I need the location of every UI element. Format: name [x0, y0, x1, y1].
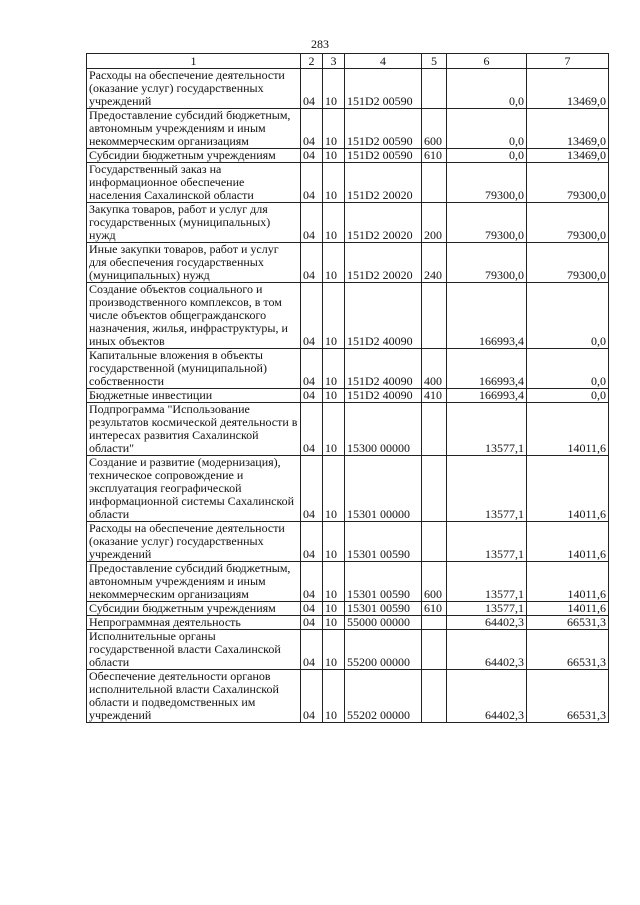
row-subsection-code: 10 — [323, 149, 345, 163]
table-row — [87, 522, 609, 562]
row-section-code: 04 — [301, 283, 323, 349]
row-section-code: 04 — [301, 69, 323, 109]
row-amount-col6: 166993,4 — [447, 349, 527, 389]
row-subsection-code: 10 — [323, 403, 345, 456]
table-row — [87, 630, 609, 670]
row-expense-type — [422, 403, 447, 456]
row-amount-col6: 0,0 — [447, 69, 527, 109]
row-amount-col7: 14011,6 — [527, 456, 609, 522]
row-subsection-code: 10 — [323, 616, 345, 630]
row-section-code: 04 — [301, 109, 323, 149]
row-expense-type: 410 — [422, 389, 447, 403]
row-name: Обеспечение деятельности органов исполнительной власти Сахалинской области и подведомственных им учреждений — [87, 670, 301, 723]
row-name: Создание и развитие (модернизация), техническое сопровождение и эксплуатация географической информационной системы Сахалинской области — [87, 456, 301, 522]
row-subsection-code: 10 — [323, 69, 345, 109]
row-expense-type: 240 — [422, 243, 447, 283]
row-section-code: 04 — [301, 616, 323, 630]
row-expense-type: 400 — [422, 349, 447, 389]
page-number: 283 — [311, 37, 329, 51]
row-amount-col6: 166993,4 — [447, 389, 527, 403]
row-amount-col7: 13469,0 — [527, 109, 609, 149]
row-expense-type — [422, 163, 447, 203]
row-expense-type — [422, 630, 447, 670]
row-name: Исполнительные органы государственной власти Сахалинской области — [87, 630, 301, 670]
row-amount-col7: 66531,3 — [527, 616, 609, 630]
row-subsection-code: 10 — [323, 109, 345, 149]
row-target-code: 151D2 20020 — [345, 203, 422, 243]
row-amount-col6: 13577,1 — [447, 562, 527, 602]
row-amount-col6: 166993,4 — [447, 283, 527, 349]
row-expense-type: 600 — [422, 562, 447, 602]
row-amount-col7: 79300,0 — [527, 203, 609, 243]
row-target-code: 151D2 20020 — [345, 163, 422, 203]
table-row — [87, 616, 609, 630]
row-name: Субсидии бюджетным учреждениям — [87, 149, 301, 163]
table-row — [87, 243, 609, 283]
row-expense-type — [422, 456, 447, 522]
row-expense-type — [422, 283, 447, 349]
row-expense-type: 610 — [422, 602, 447, 616]
row-amount-col6: 0,0 — [447, 149, 527, 163]
header-cell-1: 1 — [87, 54, 301, 69]
table-row — [87, 163, 609, 203]
row-target-code: 55200 00000 — [345, 630, 422, 670]
table-row — [87, 456, 609, 522]
row-expense-type: 200 — [422, 203, 447, 243]
row-name: Иные закупки товаров, работ и услуг для обеспечения государственных (муниципальных) нужд — [87, 243, 301, 283]
row-target-code: 151D2 00590 — [345, 149, 422, 163]
row-subsection-code: 10 — [323, 630, 345, 670]
row-amount-col7: 14011,6 — [527, 602, 609, 616]
row-target-code: 55000 00000 — [345, 616, 422, 630]
header-cell-5: 5 — [422, 54, 447, 69]
row-amount-col6: 79300,0 — [447, 163, 527, 203]
row-target-code: 151D2 40090 — [345, 349, 422, 389]
row-target-code: 151D2 40090 — [345, 283, 422, 349]
header-cell-7: 7 — [527, 54, 609, 69]
row-subsection-code: 10 — [323, 522, 345, 562]
table-row — [87, 283, 609, 349]
row-amount-col7: 14011,6 — [527, 562, 609, 602]
row-amount-col6: 13577,1 — [447, 403, 527, 456]
row-amount-col6: 13577,1 — [447, 522, 527, 562]
row-target-code: 151D2 00590 — [345, 109, 422, 149]
row-subsection-code: 10 — [323, 389, 345, 403]
table-row — [87, 562, 609, 602]
row-subsection-code: 10 — [323, 602, 345, 616]
row-target-code: 15301 00590 — [345, 522, 422, 562]
row-amount-col7: 0,0 — [527, 283, 609, 349]
row-name: Государственный заказ на информационное обеспечение населения Сахалинской области — [87, 163, 301, 203]
row-name: Предоставление субсидий бюджетным, автономным учреждениям и иным некоммерческим организациям — [87, 109, 301, 149]
row-name: Закупка товаров, работ и услуг для государственных (муниципальных) нужд — [87, 203, 301, 243]
table-row — [87, 403, 609, 456]
row-subsection-code: 10 — [323, 283, 345, 349]
row-amount-col7: 79300,0 — [527, 163, 609, 203]
row-target-code: 15301 00590 — [345, 602, 422, 616]
row-section-code: 04 — [301, 163, 323, 203]
header-cell-4: 4 — [345, 54, 422, 69]
row-section-code: 04 — [301, 670, 323, 723]
row-section-code: 04 — [301, 203, 323, 243]
row-subsection-code: 10 — [323, 203, 345, 243]
table-row — [87, 109, 609, 149]
row-amount-col7: 14011,6 — [527, 403, 609, 456]
table-row — [87, 670, 609, 723]
row-name: Бюджетные инвестиции — [87, 389, 301, 403]
header-cell-3: 3 — [323, 54, 345, 69]
row-name: Подпрограмма "Использование результатов космической деятельности в интересах развития Сахалинской области" — [87, 403, 301, 456]
row-amount-col7: 79300,0 — [527, 243, 609, 283]
row-section-code: 04 — [301, 403, 323, 456]
row-target-code: 151D2 00590 — [345, 69, 422, 109]
row-subsection-code: 10 — [323, 456, 345, 522]
row-amount-col6: 13577,1 — [447, 456, 527, 522]
table-row — [87, 602, 609, 616]
row-amount-col6: 64402,3 — [447, 670, 527, 723]
row-expense-type — [422, 69, 447, 109]
row-name: Непрограммная деятельность — [87, 616, 301, 630]
row-section-code: 04 — [301, 522, 323, 562]
table-row — [87, 69, 609, 109]
row-subsection-code: 10 — [323, 243, 345, 283]
row-section-code: 04 — [301, 389, 323, 403]
row-amount-col6: 0,0 — [447, 109, 527, 149]
row-name: Субсидии бюджетным учреждениям — [87, 602, 301, 616]
row-section-code: 04 — [301, 349, 323, 389]
row-amount-col6: 13577,1 — [447, 602, 527, 616]
row-amount-col6: 64402,3 — [447, 616, 527, 630]
row-amount-col6: 64402,3 — [447, 630, 527, 670]
row-amount-col6: 79300,0 — [447, 243, 527, 283]
row-amount-col7: 14011,6 — [527, 522, 609, 562]
row-section-code: 04 — [301, 602, 323, 616]
row-amount-col7: 66531,3 — [527, 670, 609, 723]
row-expense-type — [422, 670, 447, 723]
row-amount-col7: 13469,0 — [527, 69, 609, 109]
table-row — [87, 349, 609, 389]
row-amount-col7: 0,0 — [527, 349, 609, 389]
row-section-code: 04 — [301, 456, 323, 522]
row-section-code: 04 — [301, 149, 323, 163]
row-target-code: 151D2 40090 — [345, 389, 422, 403]
row-expense-type: 610 — [422, 149, 447, 163]
row-target-code: 15301 00000 — [345, 456, 422, 522]
row-section-code: 04 — [301, 630, 323, 670]
row-amount-col7: 0,0 — [527, 389, 609, 403]
row-name: Расходы на обеспечение деятельности (оказание услуг) государственных учреждений — [87, 69, 301, 109]
row-name: Предоставление субсидий бюджетным, автономным учреждениям и иным некоммерческим организациям — [87, 562, 301, 602]
row-expense-type — [422, 616, 447, 630]
row-section-code: 04 — [301, 243, 323, 283]
row-amount-col6: 79300,0 — [447, 203, 527, 243]
row-name: Создание объектов социального и производственного комплексов, в том числе объектов общегражданского назначения, жилья, инфраструктуры, и иных объектов — [87, 283, 301, 349]
row-target-code: 151D2 20020 — [345, 243, 422, 283]
row-subsection-code: 10 — [323, 349, 345, 389]
row-name: Расходы на обеспечение деятельности (оказание услуг) государственных учреждений — [87, 522, 301, 562]
row-subsection-code: 10 — [323, 562, 345, 602]
row-subsection-code: 10 — [323, 163, 345, 203]
header-cell-2: 2 — [301, 54, 323, 69]
table-row — [87, 203, 609, 243]
header-row — [87, 54, 609, 69]
row-expense-type: 600 — [422, 109, 447, 149]
row-target-code: 55202 00000 — [345, 670, 422, 723]
row-amount-col7: 13469,0 — [527, 149, 609, 163]
row-subsection-code: 10 — [323, 670, 345, 723]
row-target-code: 15300 00000 — [345, 403, 422, 456]
budget-table — [86, 53, 609, 723]
table-row — [87, 389, 609, 403]
row-expense-type — [422, 522, 447, 562]
row-section-code: 04 — [301, 562, 323, 602]
table-row — [87, 149, 609, 163]
row-target-code: 15301 00590 — [345, 562, 422, 602]
row-name: Капитальные вложения в объекты государственной (муниципальной) собственности — [87, 349, 301, 389]
row-amount-col7: 66531,3 — [527, 630, 609, 670]
header-cell-6: 6 — [447, 54, 527, 69]
